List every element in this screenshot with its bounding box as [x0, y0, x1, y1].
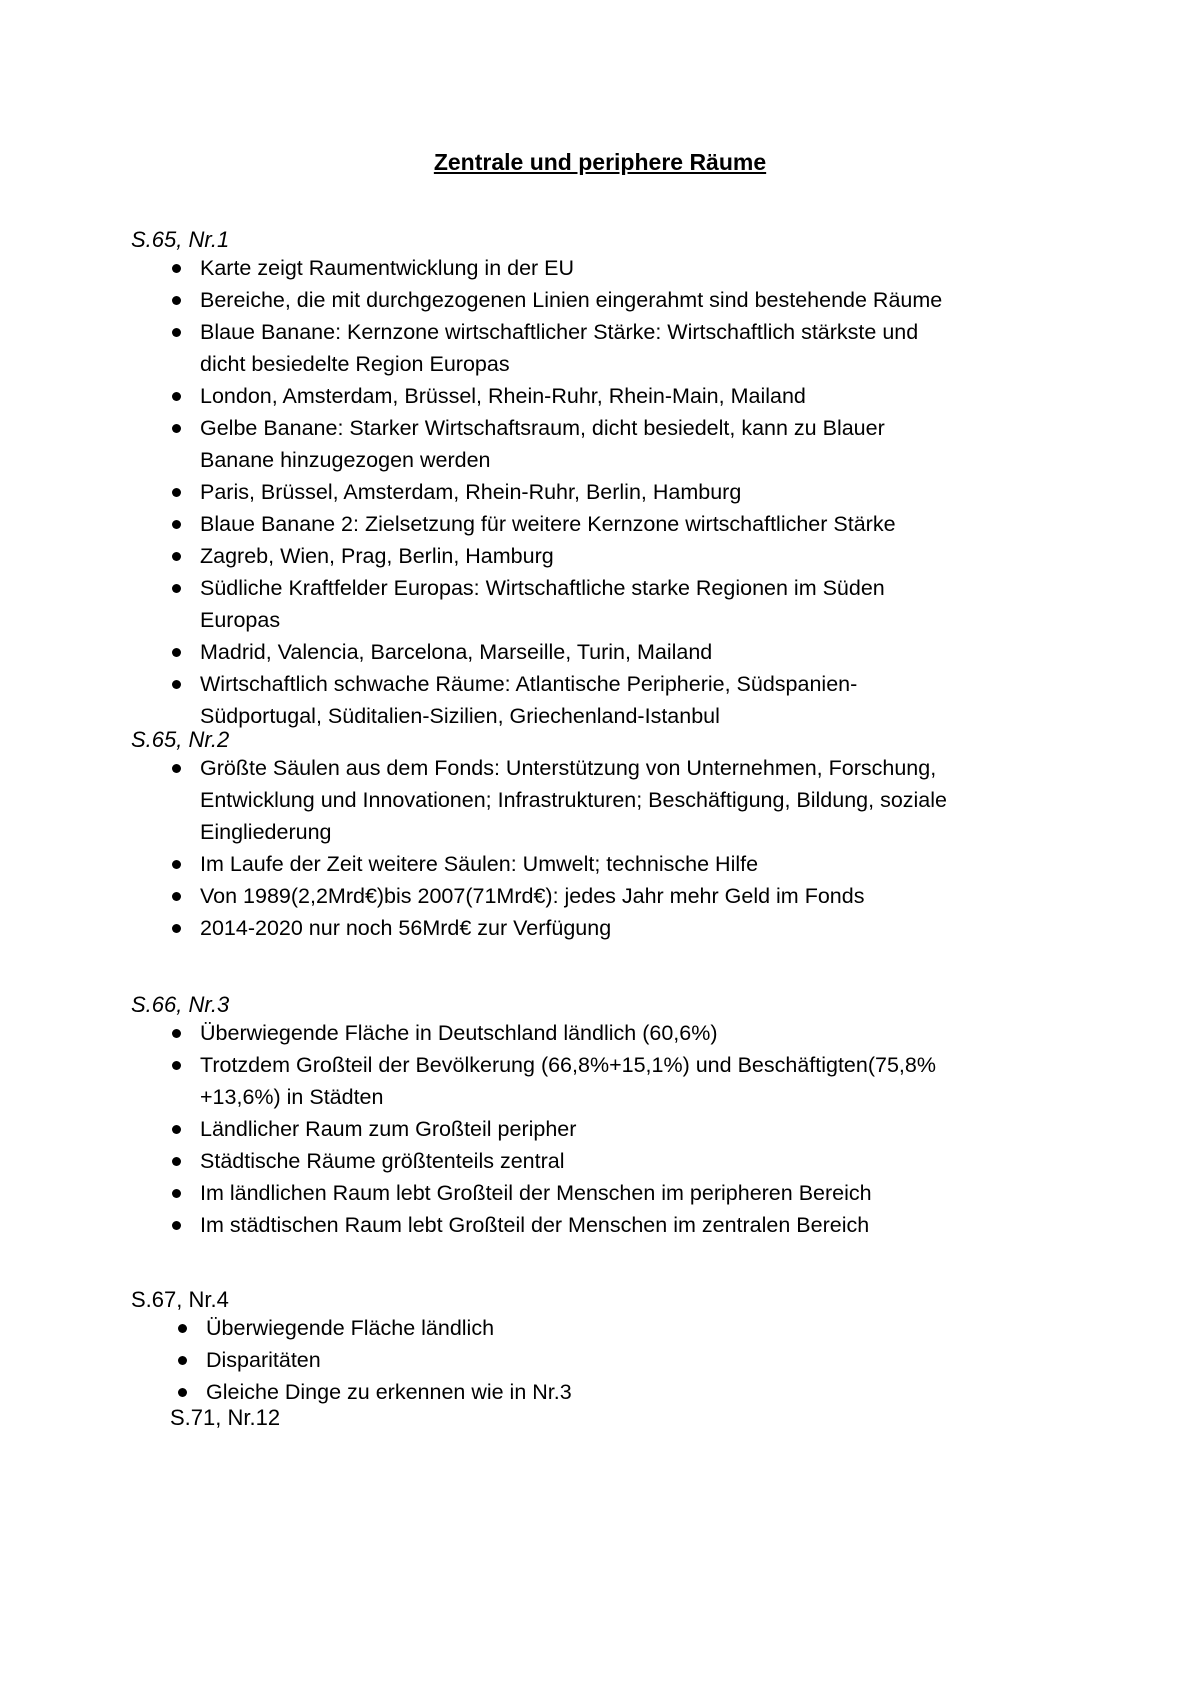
list-item: Paris, Brüssel, Amsterdam, Rhein-Ruhr, Berlin, Hamburg	[200, 476, 960, 508]
bullet-icon	[172, 424, 181, 433]
bullet-icon	[178, 1324, 187, 1333]
bullet-icon	[172, 488, 181, 497]
bullet-list	[200, 1017, 980, 1241]
list-item: Im Laufe der Zeit weitere Säulen: Umwelt; technische Hilfe	[200, 848, 1010, 880]
list-item: Wirtschaftlich schwache Räume: Atlantische Peripherie, Südspanien-Südportugal, Süditalien-Sizilien, Griechenland-Istanbul	[200, 668, 960, 732]
list-item: Städtische Räume größtenteils zentral	[200, 1145, 980, 1177]
list-item: Im städtischen Raum lebt Großteil der Menschen im zentralen Bereich	[200, 1209, 980, 1241]
bullet-icon	[172, 552, 181, 561]
section-heading: S.66, Nr.3	[131, 992, 230, 1017]
bullet-icon	[172, 680, 181, 689]
bullet-icon	[172, 1125, 181, 1134]
bullet-icon	[172, 296, 181, 305]
bullet-icon	[172, 1061, 181, 1070]
bullet-icon	[172, 648, 181, 657]
list-item: Gleiche Dinge zu erkennen wie in Nr.3	[206, 1376, 966, 1408]
list-item: Karte zeigt Raumentwicklung in der EU	[200, 252, 960, 284]
section-heading: S.65, Nr.2	[131, 727, 230, 752]
document-title: Zentrale und periphere Räume	[433, 149, 767, 175]
bullet-icon	[172, 584, 181, 593]
bullet-icon	[172, 892, 181, 901]
bullet-icon	[172, 392, 181, 401]
bullet-icon	[172, 860, 181, 869]
section-heading: S.65, Nr.1	[131, 227, 230, 252]
list-item: Im ländlichen Raum lebt Großteil der Menschen im peripheren Bereich	[200, 1177, 980, 1209]
section-heading: S.67, Nr.4	[131, 1287, 229, 1312]
list-item: Überwiegende Fläche in Deutschland ländlich (60,6%)	[200, 1017, 980, 1049]
list-item: Gelbe Banane: Starker Wirtschaftsraum, dicht besiedelt, kann zu Blauer Banane hinzugezogen werden	[200, 412, 960, 476]
bullet-icon	[172, 264, 181, 273]
list-item: Bereiche, die mit durchgezogenen Linien eingerahmt sind bestehende Räume	[200, 284, 960, 316]
bullet-icon	[172, 1157, 181, 1166]
list-item: London, Amsterdam, Brüssel, Rhein-Ruhr, Rhein-Main, Mailand	[200, 380, 960, 412]
bullet-icon	[172, 1029, 181, 1038]
bullet-list	[200, 252, 960, 732]
list-item: Blaue Banane: Kernzone wirtschaftlicher Stärke: Wirtschaftlich stärkste und dicht besiedelte Region Europas	[200, 316, 960, 380]
bullet-icon	[178, 1356, 187, 1365]
bullet-icon	[172, 924, 181, 933]
bullet-icon	[172, 764, 181, 773]
list-item: Südliche Kraftfelder Europas: Wirtschaftliche starke Regionen im Süden Europas	[200, 572, 960, 636]
list-item: Disparitäten	[206, 1344, 966, 1376]
list-item: Blaue Banane 2: Zielsetzung für weitere Kernzone wirtschaftlicher Stärke	[200, 508, 960, 540]
list-item: Überwiegende Fläche ländlich	[206, 1312, 966, 1344]
list-item: Größte Säulen aus dem Fonds: Unterstützung von Unternehmen, Forschung, Entwicklung und Innovationen; Infrastrukturen; Beschäftigung, Bildung, soziale Eingliederung	[200, 752, 1010, 848]
bullet-icon	[178, 1388, 187, 1397]
list-item: Trotzdem Großteil der Bevölkerung (66,8%+15,1%) und Beschäftigten(75,8% +13,6%) in Städten	[200, 1049, 980, 1113]
bullet-icon	[172, 1189, 181, 1198]
bullet-icon	[172, 1221, 181, 1230]
bullet-icon	[172, 328, 181, 337]
section-heading: S.71, Nr.12	[170, 1405, 281, 1430]
list-item: Von 1989(2,2Mrd€)bis 2007(71Mrd€): jedes Jahr mehr Geld im Fonds	[200, 880, 1010, 912]
list-item: Zagreb, Wien, Prag, Berlin, Hamburg	[200, 540, 960, 572]
list-item: Ländlicher Raum zum Großteil peripher	[200, 1113, 980, 1145]
bullet-list	[200, 752, 1010, 944]
bullet-list	[206, 1312, 966, 1408]
list-item: 2014-2020 nur noch 56Mrd€ zur Verfügung	[200, 912, 1010, 944]
bullet-icon	[172, 520, 181, 529]
list-item: Madrid, Valencia, Barcelona, Marseille, Turin, Mailand	[200, 636, 960, 668]
